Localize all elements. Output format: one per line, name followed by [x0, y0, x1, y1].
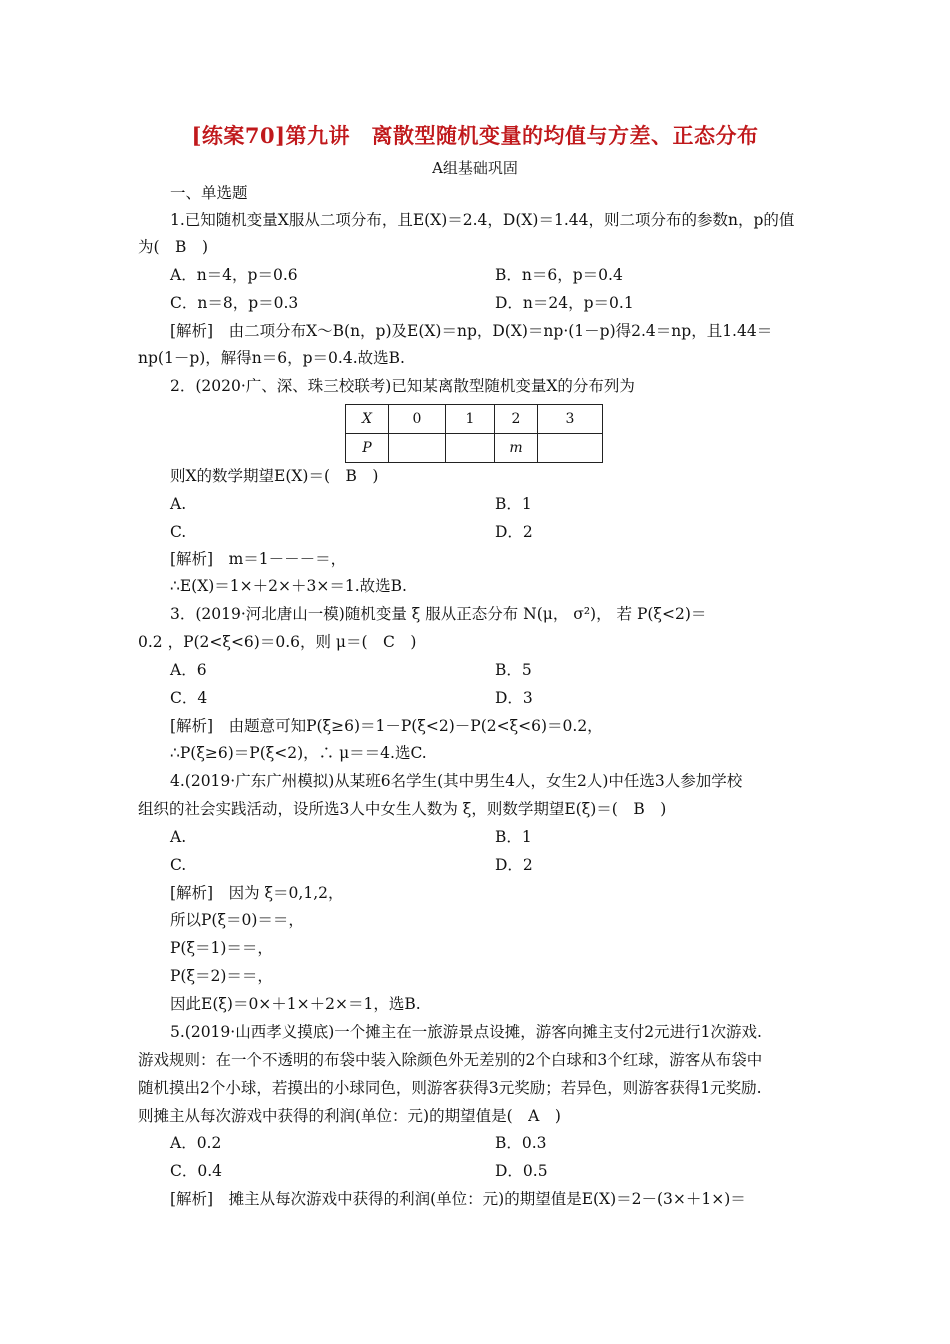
q2-option-a: A.: [170, 495, 187, 513]
q2-solution-line2: ∴E(X)＝1×＋2×＋3×＝1.故选B.: [170, 577, 407, 595]
table-cell: X: [346, 405, 389, 434]
table-cell: 0: [389, 405, 446, 434]
q2-ask: 则X的数学期望E(X)＝( B ): [170, 467, 379, 485]
q4-solution-line2: 所以P(ξ＝0)＝＝，: [170, 911, 304, 929]
q1-stem-line1: 1.已知随机变量X服从二项分布，且E(X)＝2.4，D(X)＝1.44，则二项分布的参数n，p的值: [170, 211, 795, 229]
q3-option-b: B．5: [495, 661, 532, 679]
q5-option-c: C．0.4: [170, 1162, 223, 1180]
table-cell: 2: [495, 405, 538, 434]
q4-stem-line2: 组织的社会实践活动，设所选3人中女生人数为 ξ，则数学期望E(ξ)＝( B ): [138, 800, 667, 818]
q3-option-a: A．6: [170, 661, 207, 679]
q5-option-d: D．0.5: [495, 1162, 548, 1180]
q5-stem-line4: 则摊主从每次游戏中获得的利润(单位：元)的期望值是( A ): [138, 1107, 561, 1125]
page-title: [练案70]第九讲 离散型随机变量的均值与方差、正态分布: [191, 123, 759, 148]
q1-option-b: B．n＝6，p＝0.4: [495, 266, 623, 284]
q1-stem-line2: 为( B ): [138, 238, 208, 256]
q1-option-d: D．n＝24，p＝0.1: [495, 294, 634, 312]
q3-solution-line1: [解析] 由题意可知P(ξ≥6)＝1－P(ξ<2)－P(2<ξ<6)＝0.2，: [170, 717, 603, 735]
q5-option-b: B．0.3: [495, 1134, 547, 1152]
q4-option-a: A.: [170, 828, 187, 846]
q3-stem-line1: 3．(2019·河北唐山一模)随机变量 ξ 服从正态分布 N(μ， σ²)， 若 P(ξ<2)＝: [170, 605, 707, 623]
q2-option-d: D．2: [495, 523, 533, 541]
table-row: [346, 405, 603, 434]
q4-solution-line5: 因此E(ξ)＝0×＋1×＋2×＝1，选B.: [170, 995, 421, 1013]
q5-stem-line3: 随机摸出2个小球，若摸出的小球同色，则游客获得3元奖励；若异色，则游客获得1元奖励.: [138, 1079, 762, 1097]
q3-option-c: C．4: [170, 689, 208, 707]
q5-solution-line1: [解析] 摊主从每次游戏中获得的利润(单位：元)的期望值是E(X)＝2－(3×＋1×)＝: [170, 1190, 746, 1208]
section-heading: 一、单选题: [170, 184, 248, 202]
q2-solution-line1: [解析] m＝1－－－＝，: [170, 550, 347, 568]
q1-option-c: C．n＝8，p＝0.3: [170, 294, 299, 312]
q3-stem-line2: 0.2 ，P(2<ξ<6)＝0.6，则 μ＝( C ): [138, 633, 417, 651]
table-cell: 3: [538, 405, 603, 434]
q5-stem-line1: 5.(2019·山西孝义摸底)一个摊主在一旅游景点设摊，游客向摊主支付2元进行1次游戏.: [170, 1023, 762, 1041]
q4-solution-line4: P(ξ＝2)＝＝，: [170, 967, 273, 985]
table-cell: [389, 434, 446, 463]
q2-option-b: B．1: [495, 495, 532, 513]
q3-option-d: D．3: [495, 689, 533, 707]
q4-option-b: B．1: [495, 828, 532, 846]
q4-stem-line1: 4.(2019·广东广州模拟)从某班6名学生(其中男生4人，女生2人)中任选3人参加学校: [170, 772, 743, 790]
page-subtitle: A组基础巩固: [432, 159, 518, 177]
table-cell: [446, 434, 495, 463]
q4-option-d: D．2: [495, 856, 533, 874]
q5-stem-line2: 游戏规则：在一个不透明的布袋中装入除颜色外无差别的2个白球和3个红球，游客从布袋中: [138, 1051, 763, 1069]
q3-solution-line2: ∴P(ξ≥6)＝P(ξ<2)，∴ μ＝＝4.选C.: [170, 744, 427, 762]
distribution-table: [345, 404, 603, 463]
table-cell: 1: [446, 405, 495, 434]
q2-option-c: C.: [170, 523, 187, 541]
table-cell: [538, 434, 603, 463]
q1-solution-line2: np(1－p)，解得n＝6，p＝0.4.故选B.: [138, 349, 405, 367]
table-cell: P: [346, 434, 389, 463]
q4-option-c: C.: [170, 856, 187, 874]
q2-stem: 2．(2020·广、深、珠三校联考)已知某离散型随机变量X的分布列为: [170, 377, 635, 395]
q5-option-a: A．0.2: [170, 1134, 222, 1152]
q4-solution-line3: P(ξ＝1)＝＝，: [170, 939, 273, 957]
q1-solution-line1: [解析] 由二项分布X～B(n，p)及E(X)＝np，D(X)＝np·(1－p)得2.4＝np，且1.44＝: [170, 322, 773, 340]
q4-solution-line1: [解析] 因为 ξ＝0,1,2，: [170, 884, 344, 902]
table-cell: m: [495, 434, 538, 463]
table-row: [346, 434, 603, 463]
q1-option-a: A．n＝4，p＝0.6: [170, 266, 298, 284]
